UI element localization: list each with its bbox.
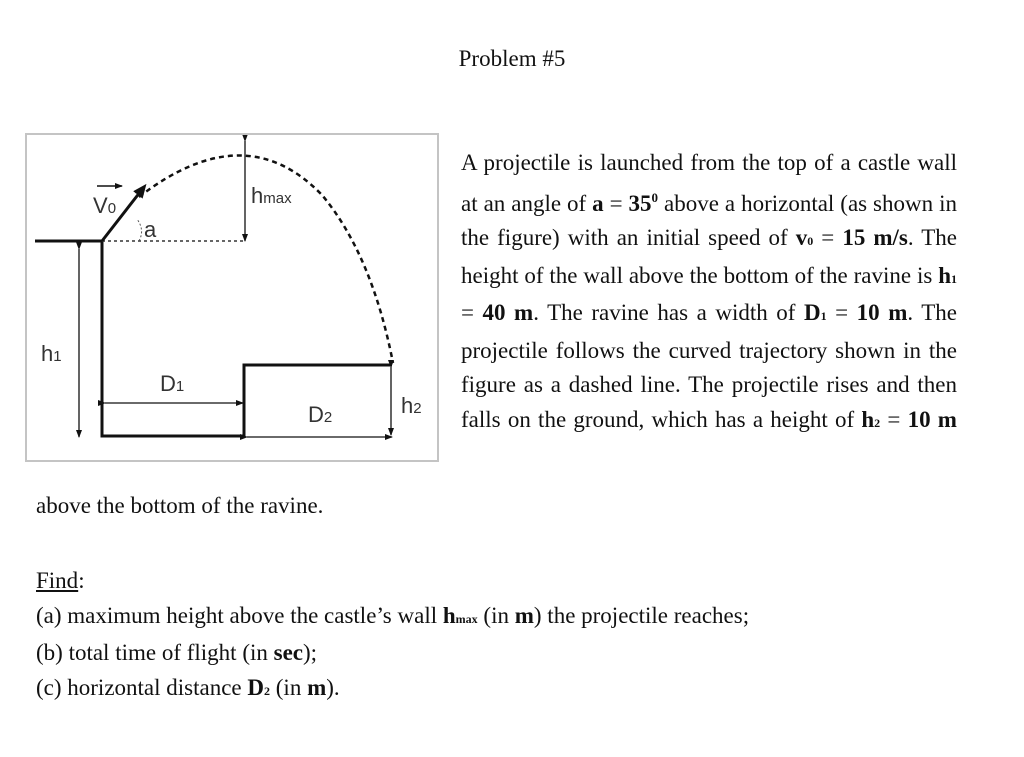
v0-symbol: v <box>795 225 808 250</box>
d1-label: D1 <box>160 371 185 396</box>
angle-arc <box>137 219 142 241</box>
find-section <box>36 564 749 708</box>
find-item-c: (c) horizontal distance D2 (in m). <box>36 674 340 700</box>
d1-symbol: D <box>803 300 821 325</box>
hmax-label: hmax <box>251 183 292 208</box>
angle-symbol: a <box>592 190 604 216</box>
d2-label: D2 <box>308 402 333 427</box>
terrain-outline <box>35 241 392 436</box>
h2-symbol: h <box>861 406 875 432</box>
d1-value: 10 <box>856 300 880 325</box>
find-item-b: (b) total time of flight (in sec); <box>36 640 318 665</box>
h1-value: 40 m <box>482 300 534 325</box>
h2-label: h2 <box>401 393 422 418</box>
projectile-diagram <box>27 135 439 462</box>
problem-statement-continuation: above the bottom of the ravine. <box>36 493 324 518</box>
angle-value: 35 <box>628 190 652 216</box>
projectile-figure <box>25 133 439 462</box>
h2-value: 10 m <box>907 406 957 432</box>
h1-label: h1 <box>41 341 62 366</box>
angle-label: a <box>144 217 157 242</box>
find-item-a: (a) maximum height above the castle’s wall hmax (in m) the projectile reaches; <box>36 602 750 628</box>
find-heading: Find: <box>36 568 85 593</box>
problem-title: Problem #5 <box>458 46 566 71</box>
problem-statement: A projectile is launched from the top of a castle wall at an angle of $a = 35^0$ above a horizontal (as shown in the figure) with an initial speed of v0 = 15 m/s. The height of the wall above the bottom of the ravine is h1 = 40 m. The ravine has a width of D1 = 10 m. The projectile follows the curved trajectory shown in the figure as a dashed line. The projectile rises and then falls on the ground, which has a height of h2 = 10 m <box>461 150 957 432</box>
v0-label: V0 <box>93 193 117 218</box>
h1-symbol: h <box>938 262 951 288</box>
v0-value: 15 m/s <box>842 225 908 250</box>
degree-superscript: 0 <box>651 189 659 205</box>
trajectory-dashed <box>139 155 393 363</box>
